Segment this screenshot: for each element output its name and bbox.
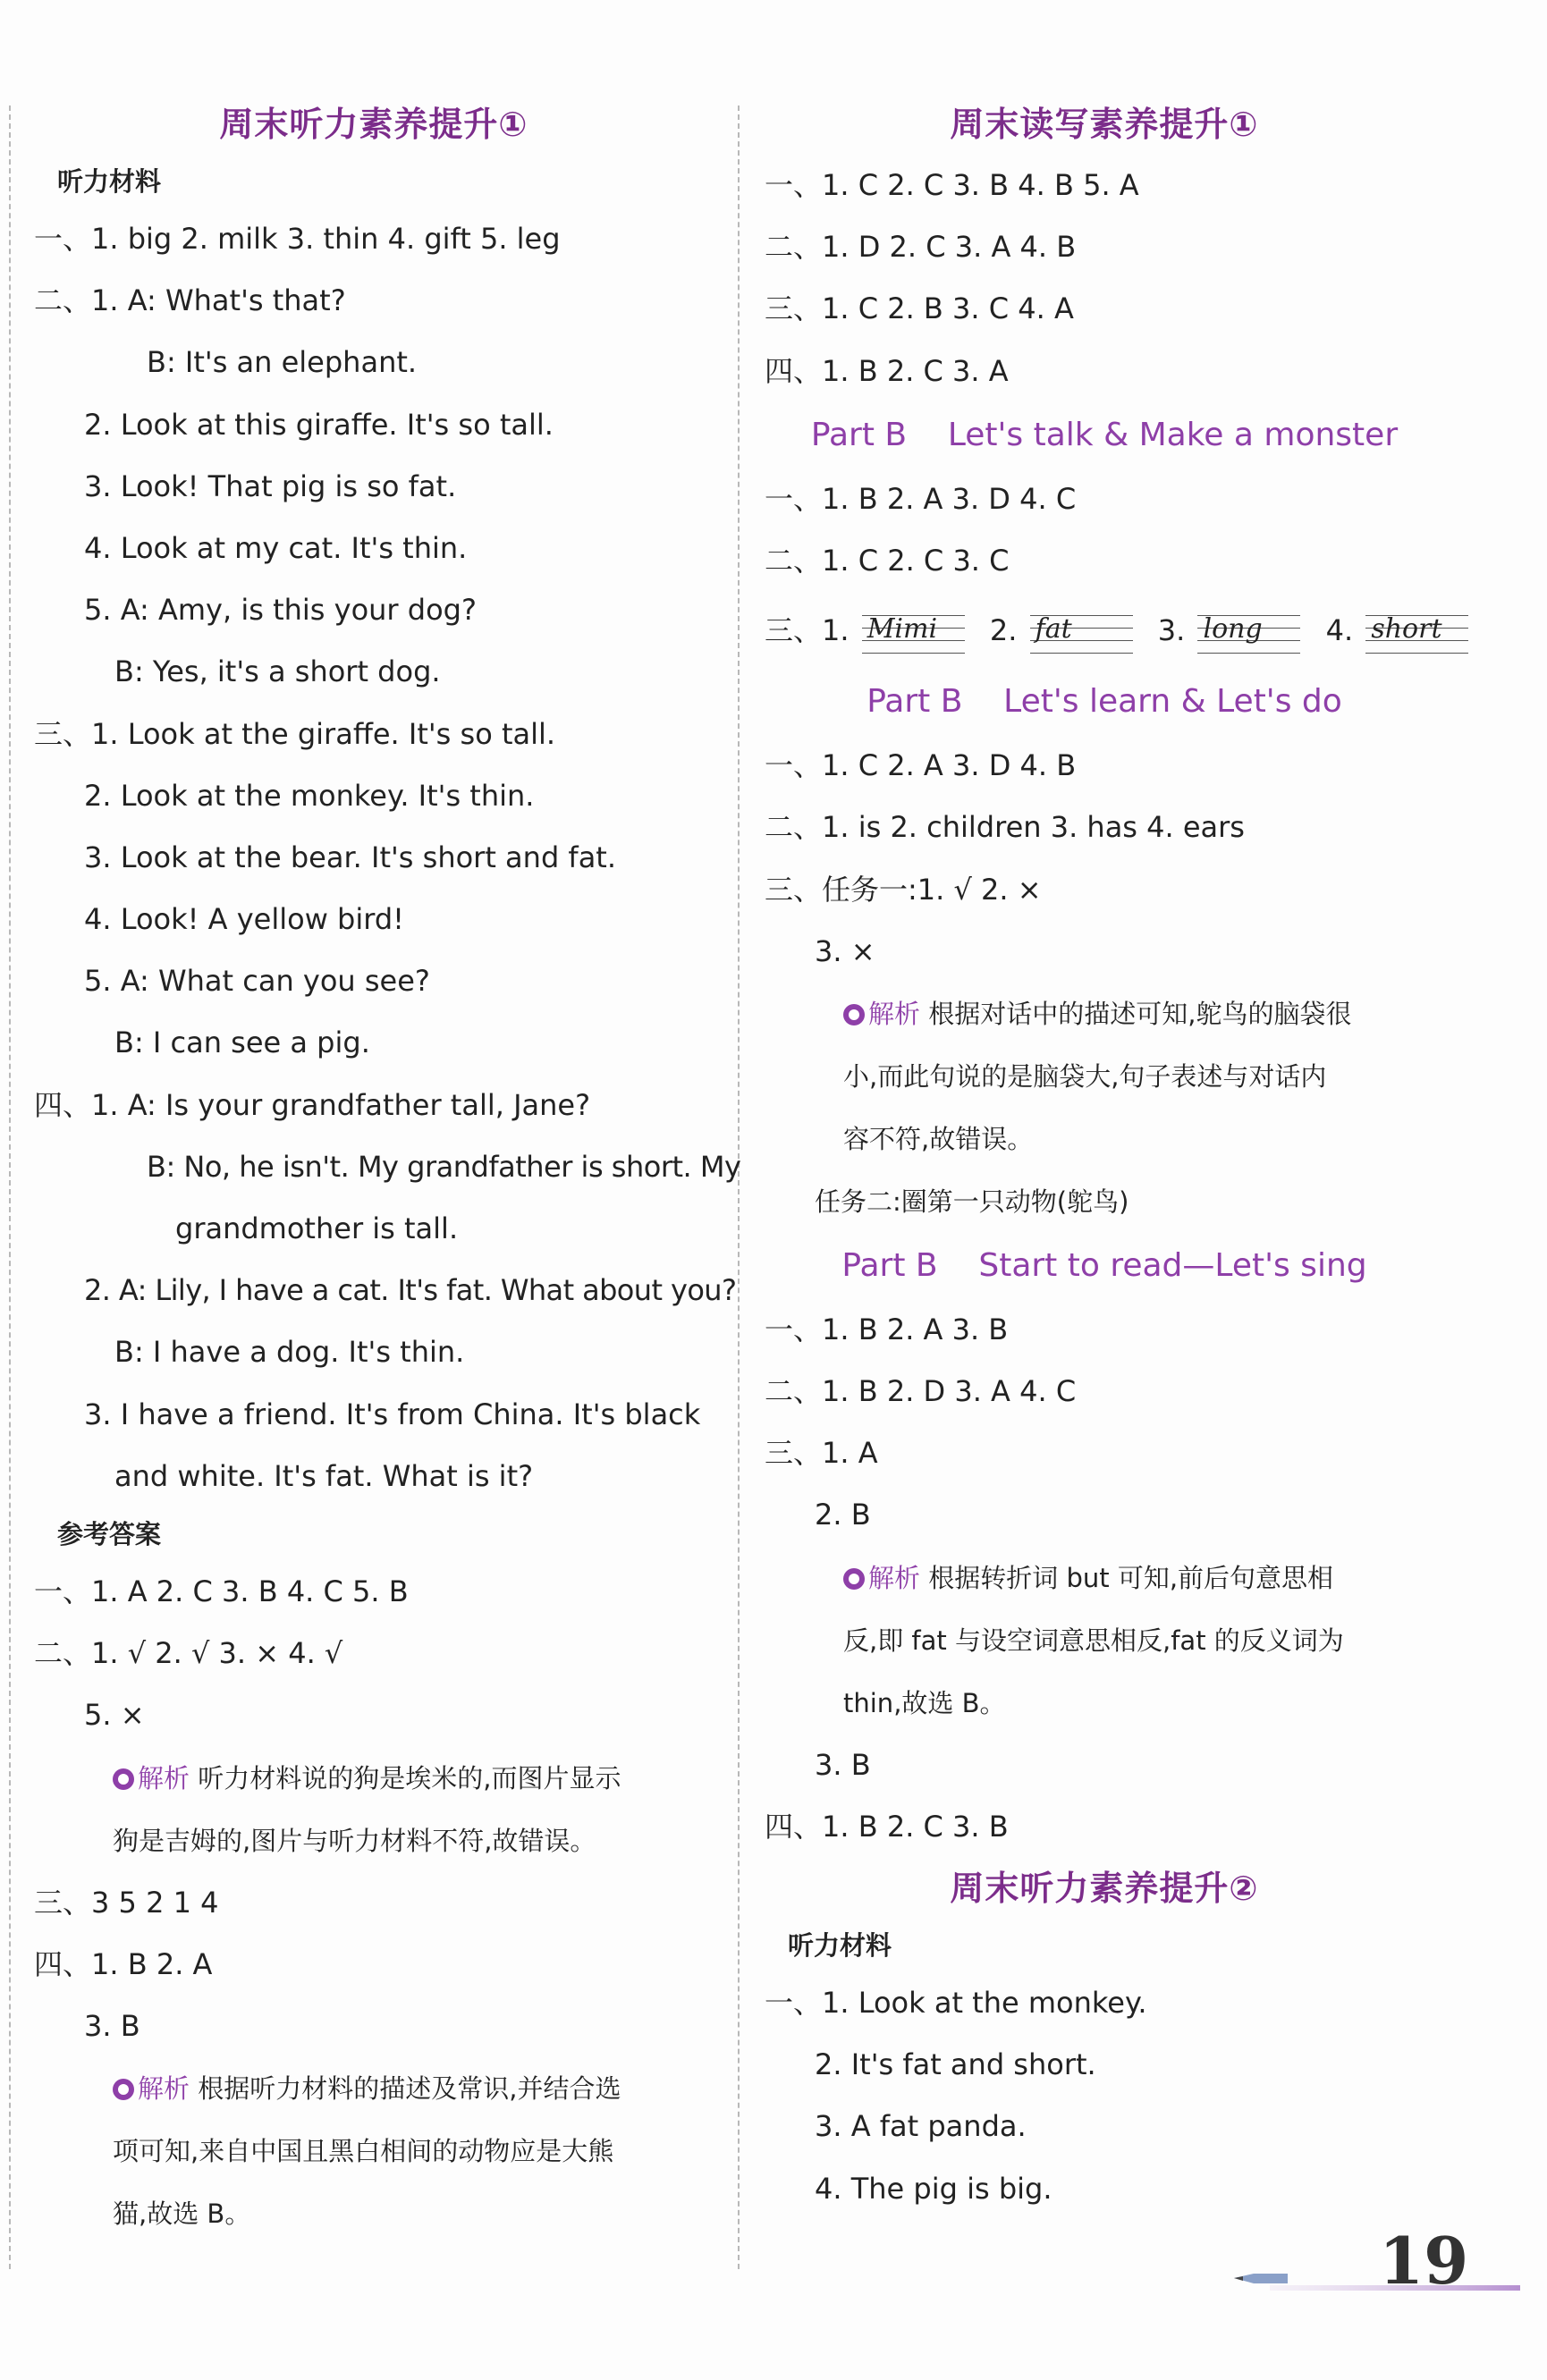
listening-line: 2. It's fat and short. <box>815 2047 1096 2082</box>
left-column-divider <box>9 105 12 2269</box>
answer-line: 3. B <box>84 2008 140 2043</box>
listening-line: 三、1. Look at the giraffe. It's so tall. <box>34 716 556 751</box>
left-column <box>34 94 741 2245</box>
explanation-note <box>765 983 1444 1045</box>
explanation-note <box>765 1547 1444 1609</box>
answer-line: 三、1. C 2. B 3. C 4. A <box>765 291 1074 326</box>
explanation-tag: 解析 <box>113 2073 190 2104</box>
listening-line: B: Yes, it's a short dog. <box>114 654 441 689</box>
listening-line: B: I can see a pig. <box>114 1025 370 1060</box>
answer-line: 2. B <box>815 1498 871 1532</box>
item-number: 4. <box>1325 613 1354 648</box>
answer-line: 四、1. B 2. A <box>34 1946 213 1981</box>
answer-line: 三、3 5 2 1 4 <box>34 1885 219 1920</box>
task-two-line: 任务二:圈第一只动物(鸵鸟) <box>815 1186 1129 1217</box>
item-number: 3. <box>1157 613 1186 648</box>
listening-line: 一、1. big 2. milk 3. thin 4. gift 5. leg <box>34 222 561 256</box>
explanation-text: 反,即 fat 与设空词意思相反,fat 的反义词为 <box>843 1625 1344 1656</box>
listening-line: 2. A: Lily, I have a cat. It's fat. What about you? <box>84 1273 737 1308</box>
explanation-note <box>34 1747 714 1810</box>
handwriting-box <box>1365 608 1468 656</box>
answer-line: 二、1. √ 2. √ 3. × 4. √ <box>34 1636 343 1671</box>
answer-line: 3. B <box>815 1747 871 1782</box>
listening-line: 4. Look at my cat. It's thin. <box>84 530 468 565</box>
handwritten-word: fat <box>1035 613 1072 646</box>
answer-line: 3. × <box>815 933 875 968</box>
explanation-text: 猫,故选 B。 <box>113 2199 251 2230</box>
answer-line: 二、1. D 2. C 3. A 4. B <box>765 230 1077 265</box>
listening-line: 3. I have a friend. It's from China. It's black <box>84 1397 701 1431</box>
explanation-text: 项可知,来自中国且黑白相间的动物应是大熊 <box>113 2136 614 2167</box>
part-heading: Part B Let's talk & Make a monster <box>810 416 1399 453</box>
explanation-text: 根据对话中的描述可知,鸵鸟的脑袋很 <box>928 998 1352 1029</box>
explanation-text: 根据转折词 but 可知,前后句意思相 <box>928 1562 1334 1593</box>
listening-line: 2. Look at this giraffe. It's so tall. <box>84 407 554 442</box>
explanation-icon <box>843 1004 865 1025</box>
explanation-text: 根据听力材料的描述及常识,并结合选 <box>198 2073 621 2105</box>
explanation-note <box>34 2057 714 2120</box>
handwritten-word: long <box>1203 613 1263 646</box>
part-heading: Part B Start to read—Let's sing <box>841 1246 1367 1284</box>
answer-line: 一、1. C 2. C 3. B 4. B 5. A <box>765 168 1139 202</box>
explanation-tag: 解析 <box>843 1563 920 1593</box>
handwriting-box <box>1030 608 1133 656</box>
section-title-listening-1: 周末听力素养提升① <box>219 105 528 144</box>
answer-line: 一、1. A 2. C 3. B 4. C 5. B <box>34 1574 409 1608</box>
listening-line: B: It's an elephant. <box>147 345 418 380</box>
handwriting-box <box>862 608 965 656</box>
answer-line: 5. × <box>84 1698 145 1733</box>
listening-line: 3. Look at the bear. It's short and fat. <box>84 840 617 874</box>
answer-line: 一、1. C 2. A 3. D 4. B <box>765 748 1077 783</box>
right-column <box>765 94 1444 2220</box>
listening-line: 二、1. A: What's that? <box>34 283 346 318</box>
handwritten-word: short <box>1371 613 1442 646</box>
answer-line: 二、1. B 2. D 3. A 4. C <box>765 1374 1077 1409</box>
answer-line: 四、1. B 2. C 3. A <box>765 353 1009 388</box>
handwriting-answer-line <box>765 592 1444 669</box>
listening-line: 3. Look! That pig is so fat. <box>84 468 457 503</box>
answer-line: 四、1. B 2. C 3. B <box>765 1809 1009 1844</box>
listening-material-header: 听力材料 <box>57 166 162 197</box>
page-number: 19 <box>1379 2223 1469 2299</box>
listening-material-header: 听力材料 <box>788 1930 892 1961</box>
answer-line: 二、1. C 2. C 3. C <box>765 543 1010 578</box>
section-title-listening-2: 周末听力素养提升② <box>950 1869 1259 1908</box>
pencil-decoration-icon <box>1234 2271 1520 2294</box>
listening-line: 4. Look! A yellow bird! <box>84 902 404 937</box>
item-number: 三、1. <box>765 613 850 648</box>
answer-line: 二、1. is 2. children 3. has 4. ears <box>765 810 1245 845</box>
section-title-reading-1: 周末读写素养提升① <box>950 105 1259 144</box>
handwriting-box <box>1197 608 1300 656</box>
listening-line: 2. Look at the monkey. It's thin. <box>84 778 535 813</box>
listening-line: 5. A: What can you see? <box>84 964 430 999</box>
answer-line: 三、任务一:1. √ 2. × <box>765 872 1042 907</box>
listening-line: and white. It's fat. What is it? <box>114 1458 534 1493</box>
explanation-icon <box>113 2079 134 2100</box>
listening-line: 一、1. Look at the monkey. <box>765 1986 1147 2020</box>
part-heading: Part B Let's learn & Let's do <box>866 683 1342 721</box>
answer-line: 一、1. B 2. A 3. D 4. C <box>765 481 1077 516</box>
handwritten-word: Mimi <box>866 613 938 646</box>
reference-answers-header: 参考答案 <box>57 1518 162 1549</box>
listening-line: B: No, he isn't. My grandfather is short. My <box>147 1149 741 1184</box>
listening-line: B: I have a dog. It's thin. <box>114 1335 465 1370</box>
listening-line: 四、1. A: Is your grandfather tall, Jane? <box>34 1087 591 1122</box>
explanation-text: 听力材料说的狗是埃米的,而图片显示 <box>198 1762 621 1793</box>
listening-line: 3. A fat panda. <box>815 2109 1027 2144</box>
explanation-icon <box>113 1768 134 1790</box>
answer-line: 一、1. B 2. A 3. B <box>765 1312 1009 1346</box>
explanation-text: 狗是吉姆的,图片与听力材料不符,故错误。 <box>113 1825 596 1856</box>
explanation-icon <box>843 1568 865 1590</box>
answer-line: 三、1. A <box>765 1436 878 1471</box>
listening-line: 4. The pig is big. <box>815 2171 1052 2206</box>
explanation-tag: 解析 <box>843 999 920 1029</box>
explanation-text: 小,而此句说的是脑袋大,句子表述与对话内 <box>843 1060 1327 1092</box>
explanation-tag: 解析 <box>113 1763 190 1793</box>
listening-line: 5. A: Amy, is this your dog? <box>84 593 477 628</box>
explanation-text: thin,故选 B。 <box>843 1687 1006 1718</box>
item-number: 2. <box>989 613 1018 648</box>
explanation-text: 容不符,故错误。 <box>843 1123 1034 1154</box>
listening-line: grandmother is tall. <box>175 1211 459 1245</box>
